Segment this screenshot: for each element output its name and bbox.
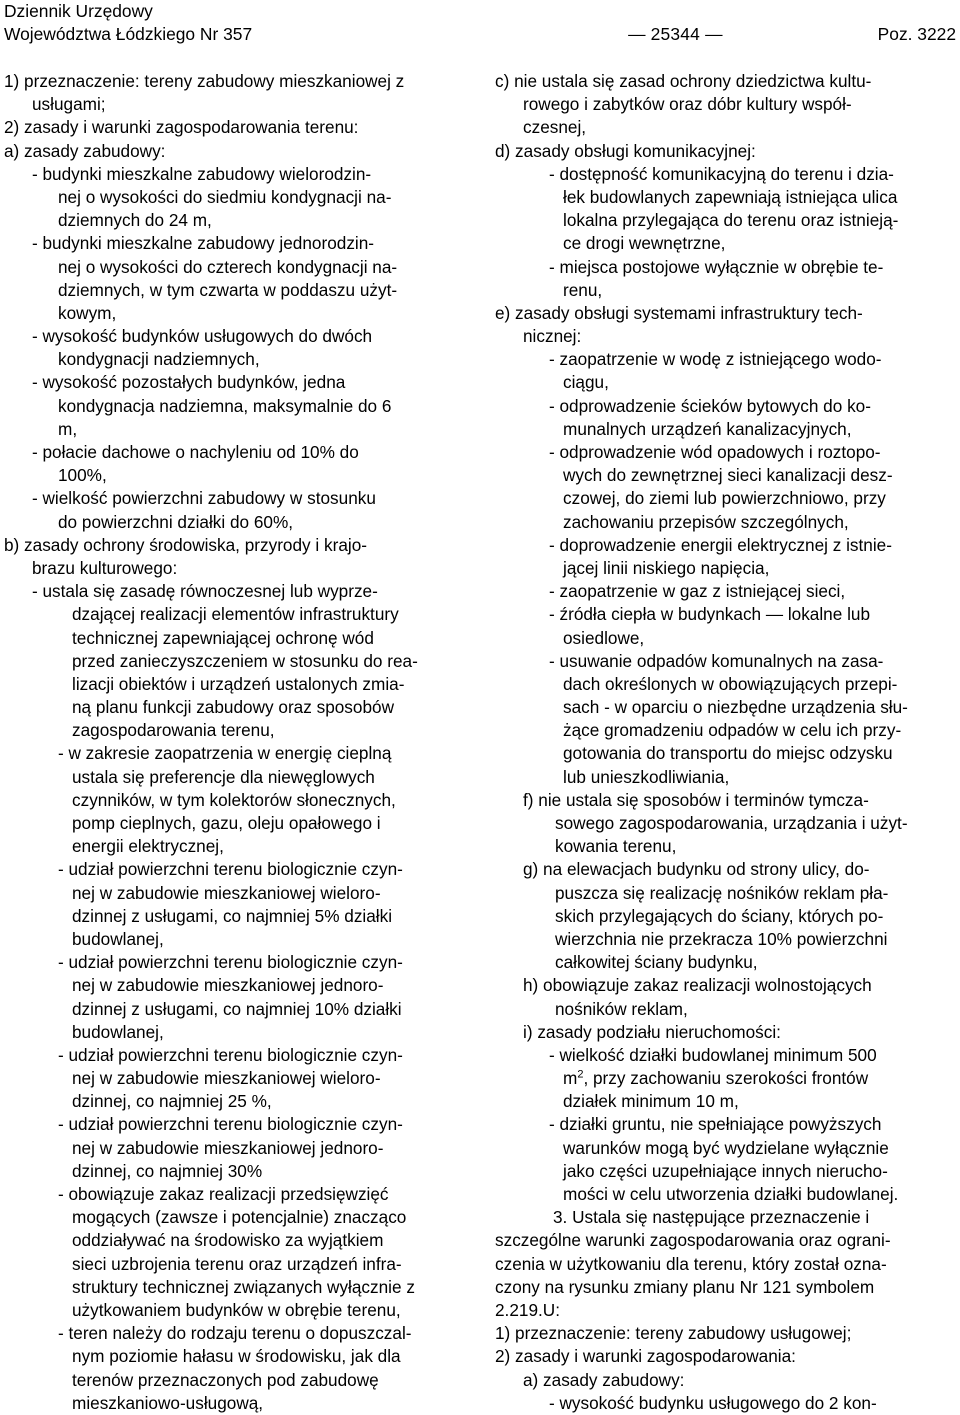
right-column — [495, 70, 957, 1415]
text-line: - ustala się zasadę równoczesnej lub wyprze- — [32, 581, 378, 602]
text-line: 1) przeznaczenie: tereny zabudowy usługowej; — [495, 1323, 852, 1344]
text-line: dzinnej, co najmniej 30% — [72, 1160, 263, 1181]
page-number: — 25344 — — [628, 24, 723, 44]
journal-title: Dziennik Urzędowy — [4, 1, 153, 21]
text-line: ciągu, — [563, 372, 609, 393]
text-line: - udział powierzchni terenu biologicznie czyn- — [58, 952, 403, 973]
text-line: - wysokość budynku usługowego do 2 kon- — [549, 1392, 877, 1413]
text-line: - doprowadzenie energii elektrycznej z istnie- — [549, 534, 892, 555]
text-line: struktury technicznej związanych wyłącznie z — [72, 1276, 415, 1297]
text-line: kondygnacja nadziemna, maksymalnie do 6 — [58, 395, 392, 416]
text-line: czony na rysunku zmiany planu Nr 121 symbolem — [495, 1276, 875, 1297]
text-line: sieci uzbrojenia terenu oraz urządzeń infra- — [72, 1253, 402, 1274]
text-line: działek minimum 10 m, — [563, 1091, 739, 1112]
text-line: brazu kulturowego: — [32, 557, 178, 578]
text-line: munalnych urządzeń kanalizacyjnych, — [563, 418, 852, 439]
text-line: - usuwanie odpadów komunalnych na zasa- — [549, 650, 884, 671]
text-line: czowej, do ziemi lub powierzchniowo, przy — [563, 488, 886, 509]
text-line: lub unieszkodliwiania, — [563, 766, 730, 787]
text-line: użytkowaniem budynków w obrębie terenu, — [72, 1299, 401, 1320]
text-line: e) zasady obsługi systemami infrastruktury tech- — [495, 302, 863, 323]
text-line: dzinnej z usługami, co najmniej 10% działki — [72, 998, 402, 1019]
text-line: - miejsca postojowe wyłącznie w obrębie te- — [549, 256, 884, 277]
text-line: 2.219.U: — [495, 1299, 560, 1320]
text-line: czenia w użytkowaniu dla terenu, który został ozna- — [495, 1253, 887, 1274]
position-number: Poz. 3222 — [877, 24, 956, 44]
text-line: całkowitej ściany budynku, — [555, 952, 758, 973]
text-line: kowania terenu, — [555, 836, 677, 857]
text-line: kondygnacji nadziemnych, — [58, 349, 260, 370]
text-line: - dostępność komunikacyjną do terenu i dzia- — [549, 163, 894, 184]
text-line: puszcza się realizację nośników reklam pła- — [555, 882, 889, 903]
text-line: 100%, — [58, 465, 107, 486]
text-line: jącej linii niskiego napięcia, — [563, 557, 770, 578]
text-line: usługami; — [32, 94, 106, 115]
text-line: 3. Ustala się następujące przeznaczenie i — [553, 1207, 870, 1228]
text-line: m, — [58, 418, 78, 439]
text-line: nej w zabudowie mieszkaniowej jednoro- — [72, 1137, 384, 1158]
text-line: pomp cieplnych, gazu, oleju opałowego i — [72, 813, 381, 833]
text-line: dziemnych do 24 m, — [58, 210, 212, 231]
text-line: ustala się preferencje dla niewęglowych — [72, 766, 375, 787]
text-line: i) zasady podziału nieruchomości: — [523, 1021, 781, 1042]
text-line: technicznej zapewniającej ochronę wód — [72, 627, 374, 648]
text-line: zachowaniu przepisów szczególnych, — [563, 511, 849, 532]
text-line: - źródła ciepła w budynkach — lokalne lub — [549, 604, 871, 625]
text-line: - wielkość powierzchni zabudowy w stosunku — [32, 488, 376, 509]
area-unit: m — [563, 1068, 578, 1089]
text-line: 2) zasady i warunki zagospodarowania terenu: — [4, 117, 359, 138]
text-line: - połacie dachowe o nachyleniu od 10% do — [32, 442, 359, 462]
text-line: skich przylegających do ściany, których po- — [555, 905, 884, 926]
text-line: jako części uzupełniające innych nierucho- — [563, 1160, 888, 1181]
text-line: mości w celu utworzenia działki budowlanej. — [563, 1184, 899, 1204]
text-line — [495, 1067, 957, 1090]
text-line: - udział powierzchni terenu biologicznie czyn- — [58, 1114, 403, 1135]
text-line: - teren należy do rodzaju terenu o dopuszczal- — [58, 1323, 412, 1344]
text-line: nej w zabudowie mieszkaniowej wieloro- — [72, 1068, 381, 1089]
text-line: żące gromadzeniu odpadów w celu ich przy- — [563, 720, 902, 741]
text-line: a) zasady zabudowy: — [523, 1369, 685, 1390]
text-line: lizacji obiektów i urządzeń ustalonych zmia- — [72, 673, 405, 694]
text-line: oddziaływać na środowisko za wyjątkiem — [72, 1230, 384, 1251]
text-line: wierzchnia nie przekracza 10% powierzchni — [555, 928, 888, 949]
text-line: lokalna przylegająca do terenu oraz istnieją- — [563, 210, 899, 231]
text-line: g) na elewacjach budynku od strony ulicy, do- — [523, 859, 870, 880]
text-line: sowego zagospodarowania, urządzania i użyt- — [555, 813, 908, 833]
text-line: do powierzchni działki do 60%, — [58, 511, 294, 532]
text-line: - w zakresie zaopatrzenia w energię cieplną — [58, 743, 392, 764]
text-line: czynników, w tym kolektorów słonecznych, — [72, 789, 396, 810]
text-line: - wysokość budynków usługowych do dwóch — [32, 326, 373, 347]
text-line: dziemnych, w tym czwarta w poddaszu użyt- — [58, 279, 398, 300]
text-line: nej o wysokości do siedmiu kondygnacji na- — [58, 186, 392, 207]
text-line: budowlanej, — [72, 1021, 164, 1042]
text-line: renu, — [563, 279, 603, 300]
text-line: d) zasady obsługi komunikacyjnej: — [495, 140, 756, 161]
text-line: wych do zewnętrznej sieci kanalizacji desz- — [563, 465, 893, 486]
journal-issue: Województwa Łódzkiego Nr 357 — [4, 24, 253, 44]
text-line: 1) przeznaczenie: tereny zabudowy mieszkaniowej z — [4, 71, 405, 91]
text-line: a) zasady zabudowy: — [4, 140, 166, 161]
text-line: nym poziomie hałasu w środowisku, jak dla — [72, 1346, 401, 1367]
text-line: energii elektrycznej, — [72, 836, 224, 857]
text-line: rowego i zabytków oraz dóbr kultury współ- — [523, 94, 852, 115]
text-line: - wielkość działki budowlanej minimum 500 — [549, 1044, 877, 1065]
text-line: gotowania do transportu do miejsc odzysku — [563, 743, 893, 764]
text-line: nej o wysokości do czterech kondygnacji na- — [58, 256, 398, 277]
text-line: dach określonych w obowiązujących przepi- — [563, 673, 898, 694]
text-line: - zaopatrzenie w gaz z istniejącej sieci, — [549, 581, 846, 602]
text-line: warunków mogą być wydzielane wyłącznie — [563, 1137, 889, 1158]
text-line: czesnej, — [523, 117, 587, 138]
text-line: osiedlowe, — [563, 627, 645, 648]
text-line: - odprowadzenie ścieków bytowych do ko- — [549, 395, 871, 416]
text-line: - działki gruntu, nie spełniające powyższych — [549, 1114, 882, 1135]
text-line: terenów przeznaczonych pod zabudowę — [72, 1369, 379, 1390]
text-line: f) nie ustala się sposobów i terminów tymcza- — [523, 789, 869, 810]
text-line: nicznej: — [523, 326, 582, 347]
text-line: mieszkaniowo-usługową, — [72, 1392, 264, 1413]
text-line: dzinnej, co najmniej 25 %, — [72, 1091, 272, 1112]
text-line: nej w zabudowie mieszkaniowej wieloro- — [72, 882, 381, 903]
left-column — [4, 70, 466, 1415]
text-line: mogących (zawsze i potencjalnie) znacząco — [72, 1207, 407, 1228]
text-fragment: , przy zachowaniu szerokości frontów — [583, 1068, 869, 1089]
text-line: szczególne warunki zagospodarowania oraz ograni- — [495, 1230, 891, 1251]
text-line: łek budowlanych zapewniają istniejąca ulica — [563, 186, 898, 207]
text-line: nośników reklam, — [555, 998, 688, 1019]
text-line: dzinnej z usługami, co najmniej 5% działki — [72, 905, 393, 926]
text-line: h) obowiązuje zakaz realizacji wolnostojących — [523, 975, 872, 996]
superscript: 2 — [577, 1068, 584, 1081]
text-line: dzającej realizacji elementów infrastruktury — [72, 604, 399, 625]
text-line: - odprowadzenie wód opadowych i roztopo- — [549, 442, 881, 462]
text-line: nej w zabudowie mieszkaniowej jednoro- — [72, 975, 384, 996]
text-line: 2) zasady i warunki zagospodarowania: — [495, 1346, 796, 1367]
page-header — [4, 0, 956, 46]
text-line: - udział powierzchni terenu biologicznie czyn- — [58, 1044, 403, 1065]
text-line: - wysokość pozostałych budynków, jedna — [32, 372, 346, 393]
text-line: - budynki mieszkalne zabudowy wielorodzin- — [32, 163, 372, 184]
text-line: przed zanieczyszczeniem w stosunku do rea- — [72, 650, 418, 671]
text-line: - zaopatrzenie w wodę z istniejącego wodo- — [549, 349, 882, 370]
text-line: b) zasady ochrony środowiska, przyrody i krajo- — [4, 534, 367, 555]
text-line: budowlanej, — [72, 928, 164, 949]
text-line: sach - w oparciu o niezbędne urządzenia słu- — [563, 697, 908, 718]
text-line: - obowiązuje zakaz realizacji przedsięwzięć — [58, 1184, 389, 1204]
text-line: - udział powierzchni terenu biologicznie czyn- — [58, 859, 403, 880]
text-line: ną planu funkcji zabudowy oraz sposobów — [72, 697, 394, 718]
text-line: - budynki mieszkalne zabudowy jednorodzin- — [32, 233, 375, 254]
text-line: c) nie ustala się zasad ochrony dziedzictwa kultu- — [495, 71, 872, 91]
text-line: zagospodarowania terenu, — [72, 720, 275, 741]
text-line: kowym, — [58, 302, 117, 323]
text-line: ce drogi wewnętrzne, — [563, 233, 726, 254]
header-row — [4, 23, 956, 46]
